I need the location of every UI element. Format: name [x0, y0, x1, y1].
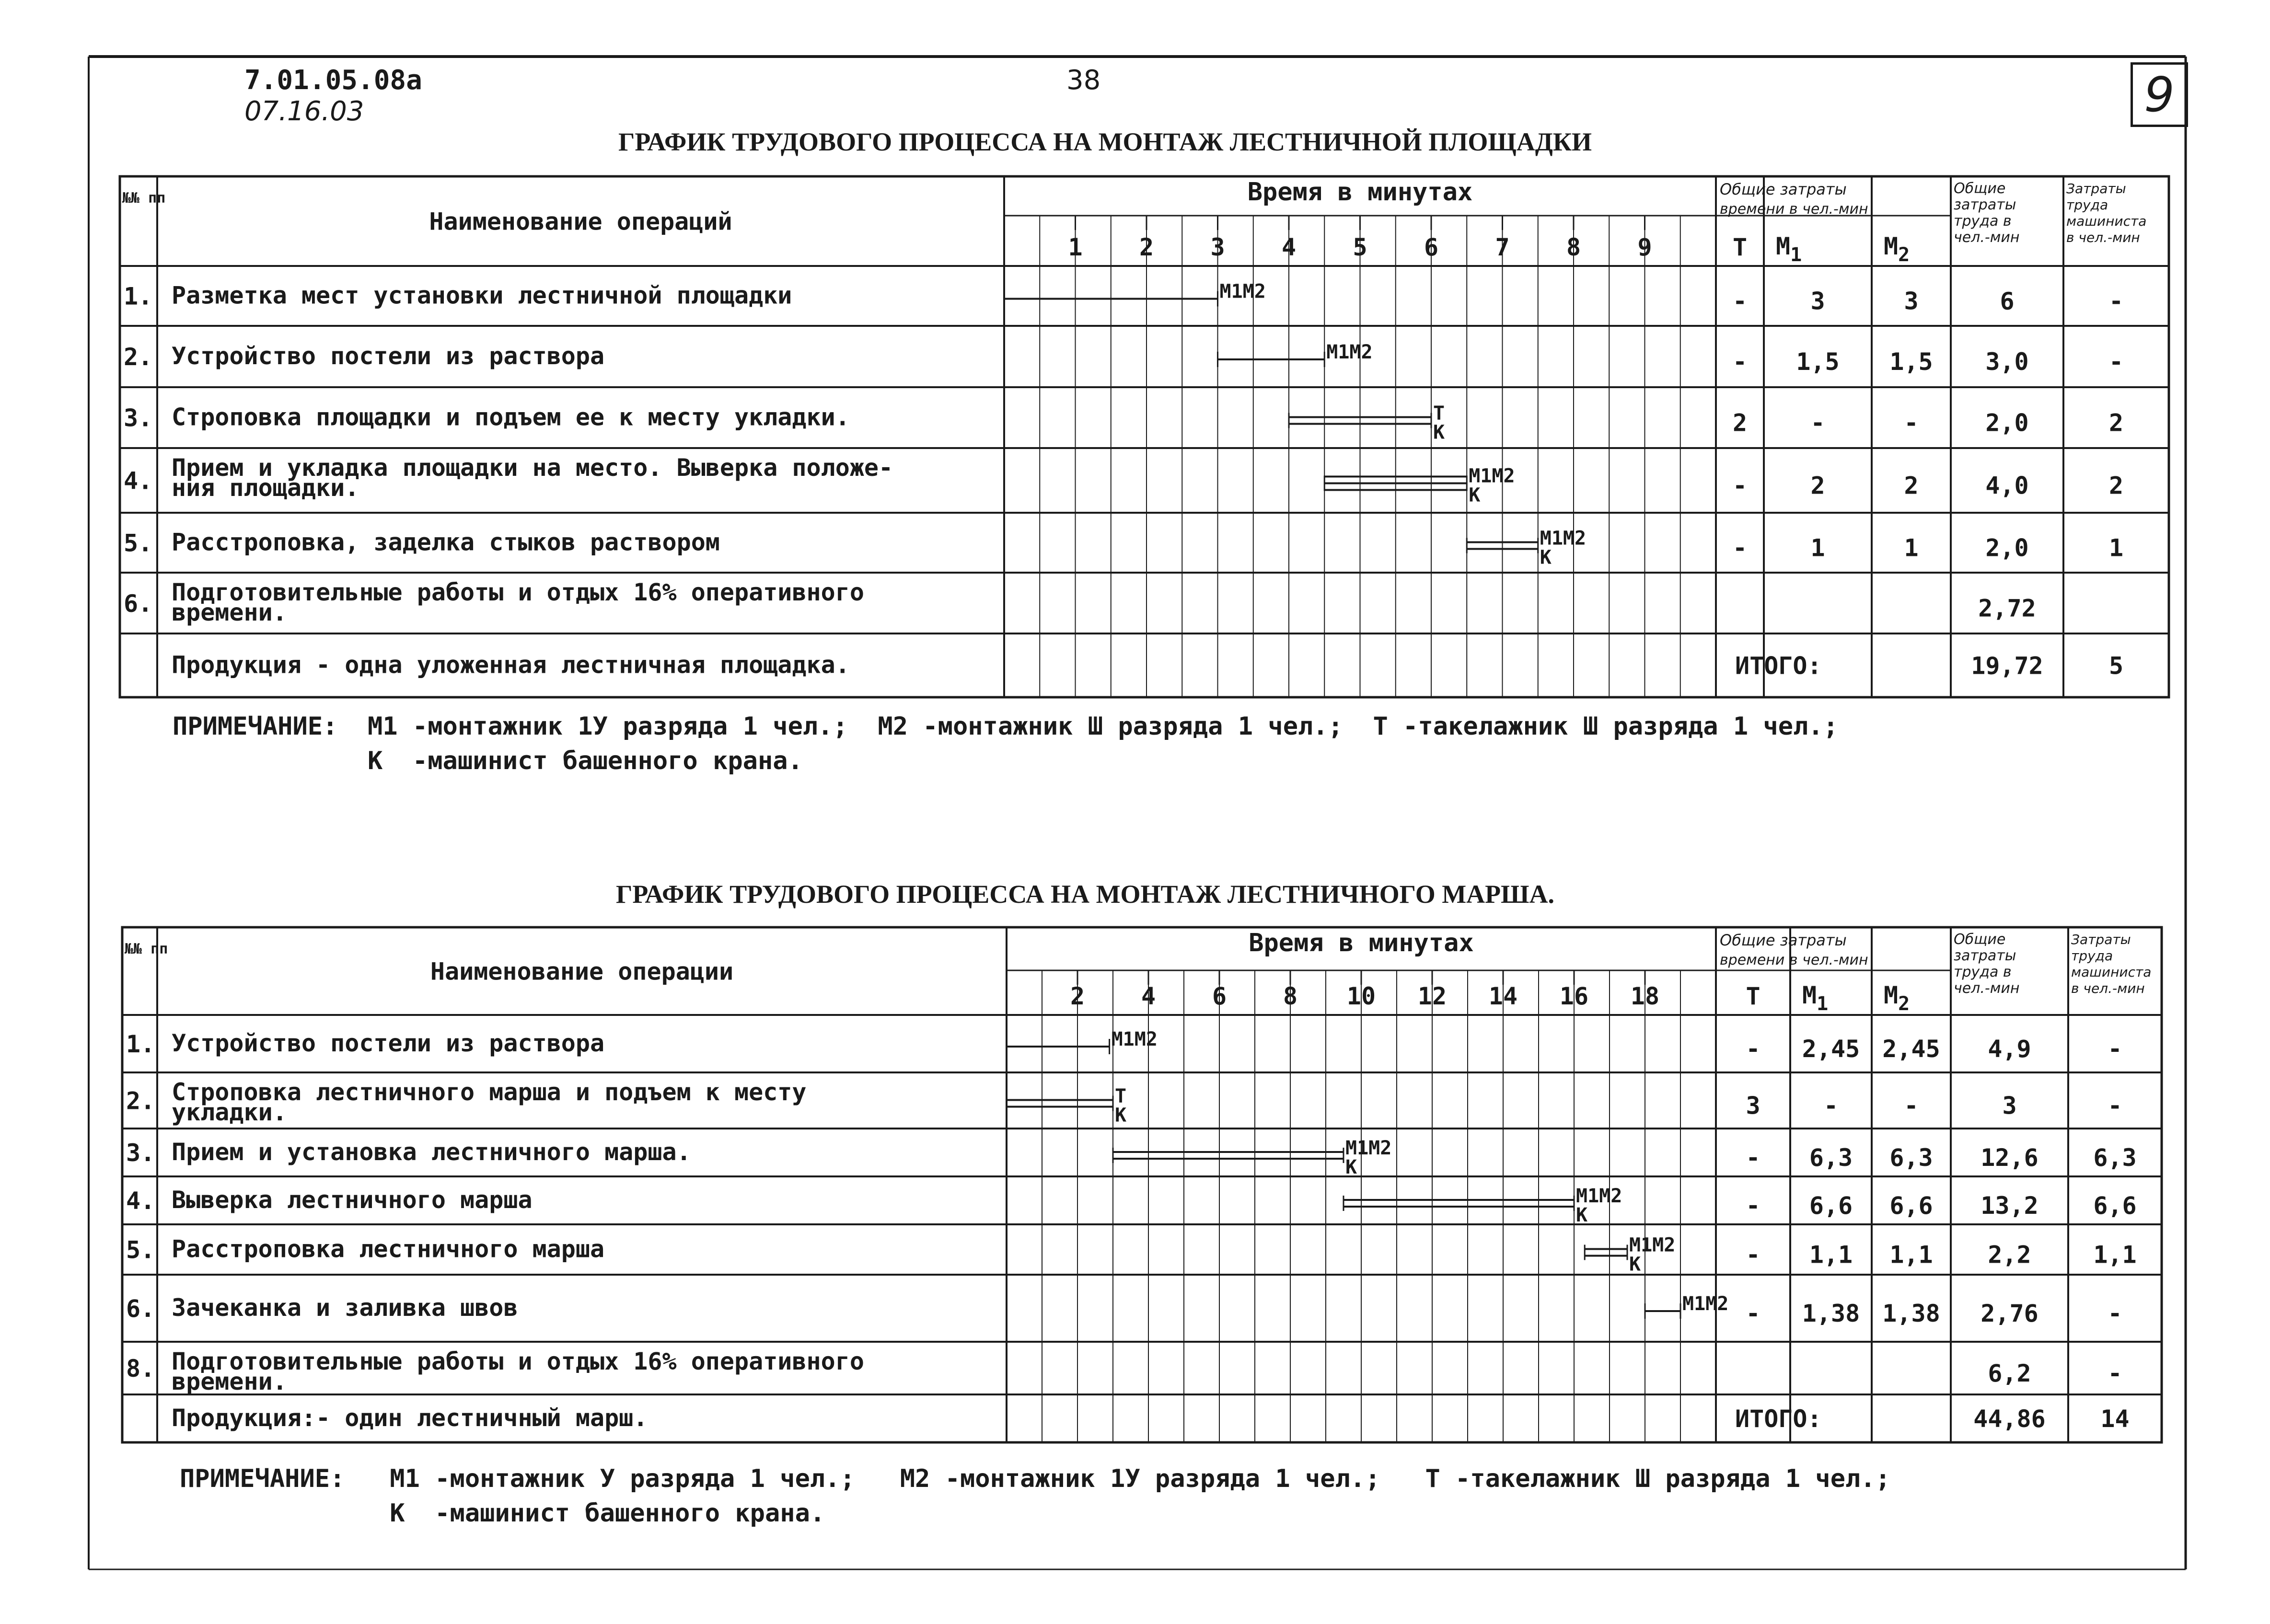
table1-row-num: 4.	[124, 467, 153, 495]
table2-labor-header-4: чел.-мин	[1954, 980, 2020, 997]
table2-labor-header-3: труда в	[1954, 964, 2012, 980]
table2-row-labor: 3	[2002, 1092, 2017, 1120]
table2-machine-header-1: Затраты	[2071, 932, 2131, 947]
document-code: 7.01.05.08а	[244, 65, 422, 96]
table1-row-labor: 6	[2000, 287, 2015, 315]
table1-note	[173, 709, 1838, 778]
table2-row-m2: 1,1	[1889, 1241, 1933, 1269]
handwritten-code: 07.16.03	[244, 96, 364, 127]
table2-row-name: Выверка лестничного марша	[172, 1186, 533, 1214]
table2-scale-label: 4	[1141, 982, 1156, 1010]
table1-m1-header: $М_1$	[1776, 232, 1802, 266]
table1-row-name: Строповка площадки и подъем ее к месту укладки.	[172, 403, 850, 431]
table2-gantt-label-second: К	[1115, 1104, 1127, 1127]
table1-row-labor: 2,0	[1985, 409, 2029, 437]
table1-time-cost-header-1: Общие затраты	[1720, 180, 1847, 198]
table1-labor-header-4: чел.-мин	[1954, 229, 2020, 246]
table1-scale-label: 7	[1495, 233, 1510, 261]
table2-gantt-label: М1М2	[1629, 1234, 1676, 1256]
table2-note	[180, 1462, 1890, 1531]
table1-gantt-label-second: К	[1433, 421, 1445, 444]
table1-row-num: 3.	[124, 404, 153, 432]
table2-gantt-label: М1М2	[1576, 1185, 1622, 1207]
table1-row-m2: 1,5	[1889, 348, 1933, 376]
table2-gantt-label-second: К	[1629, 1253, 1641, 1276]
table1-row-t: -	[1732, 534, 1748, 562]
table1-row-m1: 1,5	[1796, 348, 1840, 376]
table2-scale-label: 14	[1488, 982, 1518, 1010]
table2-gantt-label: М1М2	[1682, 1293, 1729, 1315]
table1-machine-header-2: труда	[2066, 197, 2108, 213]
table2-row-t: -	[1746, 1300, 1760, 1327]
table1-scale-label: 3	[1210, 233, 1225, 261]
table1-row-labor: 4,0	[1985, 472, 2029, 500]
table2-time-header: Время в минутах	[1249, 929, 1474, 957]
table1-gantt-label: Т	[1433, 402, 1445, 425]
table1-note-line-1: ПРИМЕЧАНИЕ: М1 -монтажник 1У разряда 1 чел.; М2 -монтажник Ш разряда 1 чел.; Т -такелажник Ш разряда 1 чел.;	[173, 712, 1839, 741]
table1-name-header: Наименование операций	[429, 207, 732, 236]
table1-row-name: Расстроповка, заделка стыков раствором	[172, 528, 720, 556]
table2-row-labor: 12,6	[1980, 1144, 2038, 1172]
table1-scale-label: 1	[1068, 233, 1083, 261]
table2-row-m1: 6,6	[1809, 1192, 1853, 1220]
table2-row-machine: -	[2108, 1035, 2122, 1063]
table2-scale-label: 10	[1346, 982, 1376, 1010]
table1-row-m1: 1	[1810, 534, 1825, 562]
table2-total-labor: 44,86	[1973, 1405, 2046, 1433]
table2-row-m2: 6,6	[1889, 1192, 1933, 1220]
table2-row-num: 2.	[126, 1087, 155, 1115]
table2-row-labor: 2,76	[1980, 1300, 2038, 1327]
table2-row-m1: 6,3	[1809, 1144, 1853, 1172]
table1-row-m2: 1	[1904, 534, 1919, 562]
table2-t-header: Т	[1746, 982, 1760, 1010]
table2-total-machine: 14	[2100, 1405, 2130, 1433]
table1-scale-label: 5	[1353, 233, 1367, 261]
table1-row-t: -	[1732, 348, 1748, 376]
table2-row-machine: -	[2108, 1092, 2122, 1120]
table2-gantt-label-second: К	[1345, 1156, 1357, 1178]
table2-name-header: Наименование операции	[430, 957, 734, 986]
table2-scale-label: 6	[1212, 982, 1227, 1010]
table1-row-m1: 2	[1810, 472, 1825, 500]
table1-row-m2: -	[1904, 409, 1919, 437]
table2-row-num: 3.	[126, 1139, 155, 1167]
table2-row-num: 1.	[126, 1030, 155, 1058]
table2-time-cost-header-1: Общие затраты	[1720, 931, 1847, 949]
table1-row-machine: 1	[2108, 534, 2124, 562]
table1-gantt-label: М1М2	[1469, 465, 1515, 487]
table2-scale-label: 18	[1630, 982, 1660, 1010]
table1-machine-header-1: Затраты	[2066, 181, 2126, 196]
table2-labor-header-2: затраты	[1954, 947, 2016, 964]
table1-row-t: -	[1732, 472, 1748, 500]
table2-row-t: -	[1746, 1035, 1760, 1063]
table1-row-t: 2	[1732, 409, 1748, 437]
table2-row-labor: 2,2	[1988, 1241, 2031, 1269]
table2-scale-label: 2	[1070, 982, 1085, 1010]
page-number: 38	[1066, 65, 1101, 96]
table2-row-machine: 6,3	[2093, 1144, 2137, 1172]
table1-row-m2: 2	[1904, 472, 1919, 500]
table1-total-label: ИТОГО:	[1735, 652, 1822, 680]
table1-row-name-line-1: Подготовительные работы и отдых 16% оперативного	[172, 578, 864, 606]
table2-gantt-label-second: К	[1576, 1204, 1588, 1226]
table2-row-m2: 6,3	[1889, 1144, 1933, 1172]
table2-row-name: Расстроповка лестничного марша	[172, 1235, 605, 1263]
table2-row-m1: 1,1	[1809, 1241, 1853, 1269]
table2-total-label: ИТОГО:	[1735, 1405, 1822, 1433]
table1-scale-label: 8	[1566, 233, 1581, 261]
table1-num-header: №№ пп	[122, 190, 166, 207]
table2-row-num: 6.	[126, 1295, 155, 1323]
table2-row-m2: 2,45	[1882, 1035, 1940, 1063]
table1-gantt-label-second: К	[1540, 546, 1552, 569]
table1-row-labor: 2,0	[1985, 534, 2029, 562]
table2-m2-header: $М_2$	[1884, 981, 1910, 1015]
table2-row-num: 8.	[126, 1355, 155, 1382]
table2-scale-label: 12	[1417, 982, 1447, 1010]
table2-row-labor: 4,9	[1988, 1035, 2031, 1063]
table1-title: ГРАФИК ТРУДОВОГО ПРОЦЕССА НА МОНТАЖ ЛЕСТНИЧНОЙ ПЛОЩАДКИ	[618, 127, 1592, 156]
table2-row-machine: -	[2108, 1300, 2122, 1327]
table2-machine-header-2: труда	[2071, 948, 2113, 964]
table2-row-labor: 13,2	[1980, 1192, 2038, 1220]
table1-m2-header: $М_2$	[1884, 232, 1910, 266]
table1-row-num: 6.	[124, 589, 153, 618]
table1-time-header: Время в минутах	[1247, 178, 1473, 207]
table1-row-machine: 2	[2108, 472, 2124, 500]
table1-row-name: Устройство постели из раствора	[172, 342, 605, 370]
table2-row-m2: 1,38	[1882, 1300, 1940, 1327]
table1-labor-header-1: Общие	[1954, 180, 2006, 197]
table2-row-t: -	[1746, 1144, 1760, 1172]
table2-row-name-line-2: укладки.	[172, 1098, 287, 1126]
table1-row-num: 5.	[124, 529, 153, 557]
table2-row-machine: 6,6	[2093, 1192, 2137, 1220]
table1-labor-header-3: труда в	[1954, 213, 2012, 230]
table2-row-t: -	[1746, 1192, 1760, 1220]
table2-machine-header-4: в чел.-мин	[2071, 980, 2145, 996]
table1-note-line-2: К -машинист башенного крана.	[173, 747, 803, 775]
table2-scale-label: 8	[1283, 982, 1298, 1010]
table2-machine-header-3: машиниста	[2071, 964, 2152, 980]
table2-time-cost-header-2: времени в чел.-мин	[1720, 952, 1868, 968]
table2-row-t: -	[1746, 1241, 1760, 1269]
table2-row-name-line-2: времени.	[172, 1368, 287, 1395]
table1-total-labor: 19,72	[1971, 652, 2043, 680]
table1-scale-label: 6	[1424, 233, 1439, 261]
table2-row-name: Зачеканка и заливка швов	[172, 1294, 518, 1322]
table2-note-line-2: К -машинист башенного крана.	[180, 1499, 825, 1528]
table1-labor-header-2: затраты	[1954, 196, 2016, 213]
table2-row-name: Прием и установка лестничного марша.	[172, 1138, 691, 1166]
table1-total-name: Продукция - одна уложенная лестничная площадка.	[172, 651, 850, 679]
table2-row-m1: -	[1823, 1092, 1839, 1120]
table2-row-machine: 1,1	[2093, 1241, 2137, 1269]
table1-machine-header-4: в чел.-мин	[2066, 230, 2140, 245]
table2-gantt-label: М1М2	[1111, 1028, 1158, 1050]
table1-total-machine: 5	[2108, 652, 2124, 680]
table2-title: ГРАФИК ТРУДОВОГО ПРОЦЕССА НА МОНТАЖ ЛЕСТНИЧНОГО МАРША.	[616, 880, 1554, 909]
table1-row-name-line-1: Прием и укладка площадки на место. Выверка положе-	[172, 454, 893, 482]
table2-labor-header-1: Общие	[1954, 931, 2006, 948]
table1-machine-header-3: машиниста	[2066, 213, 2147, 229]
table1-t-header: Т	[1732, 233, 1748, 261]
table1-gantt-label: М1М2	[1326, 341, 1373, 363]
sheet-number-box: 9	[2131, 62, 2188, 127]
table1-row-num: 1.	[124, 282, 153, 311]
table2-note-line-1: ПРИМЕЧАНИЕ: М1 -монтажник У разряда 1 чел.; М2 -монтажник 1У разряда 1 чел.; Т -такелажник Ш разряда 1 чел.;	[180, 1464, 1890, 1493]
table2-m1-header: $М_1$	[1802, 981, 1829, 1015]
table1-row-name: Разметка мест установки лестничной площадки	[172, 281, 792, 310]
table1-gantt-label-second: К	[1469, 484, 1481, 507]
table2-row-m1: 1,38	[1802, 1300, 1860, 1327]
table1-time-cost-header-2: времени в чел.-мин	[1720, 201, 1868, 218]
table2-row-name: Устройство постели из раствора	[172, 1029, 605, 1057]
table1-row-machine: -	[2108, 287, 2124, 315]
table1-row-labor: 2,72	[1978, 594, 2036, 622]
table2-num-header: №№ пп	[125, 941, 168, 957]
table1-row-name-line-2: времени.	[172, 599, 287, 626]
table1-row-m1: -	[1810, 409, 1825, 437]
table2-row-machine: -	[2108, 1359, 2122, 1387]
table1-row-labor: 3,0	[1985, 348, 2029, 376]
table1-scale-label: 2	[1139, 233, 1154, 261]
table1-row-t: -	[1732, 287, 1748, 315]
table1-gantt-label: М1М2	[1540, 527, 1587, 550]
table1-row-machine: 2	[2108, 409, 2124, 437]
table1-scale-label: 9	[1637, 233, 1652, 261]
table1-row-num: 2.	[124, 343, 153, 371]
table2-scale-label: 16	[1559, 982, 1589, 1010]
table1-row-m1: 3	[1810, 287, 1825, 315]
table2-row-m2: -	[1904, 1092, 1919, 1120]
table2-row-labor: 6,2	[1988, 1359, 2031, 1387]
table1-row-m2: 3	[1904, 287, 1919, 315]
table1-row-machine: -	[2108, 348, 2124, 376]
table2-row-t: 3	[1746, 1092, 1760, 1120]
table2-row-num: 4.	[126, 1187, 155, 1215]
table2-total-name: Продукция:- один лестничный марш.	[172, 1404, 648, 1432]
table1-scale-label: 4	[1281, 233, 1297, 261]
table2-row-num: 5.	[126, 1236, 155, 1264]
table2-row-name-line-1: Строповка лестничного марша и подъем к месту	[172, 1078, 807, 1106]
table2-row-name-line-1: Подготовительные работы и отдых 16% оперативного	[172, 1348, 864, 1375]
table2-row-m1: 2,45	[1802, 1035, 1860, 1063]
table1-gantt-label: М1М2	[1219, 280, 1266, 303]
table1-row-name-line-2: ния площадки.	[172, 474, 359, 502]
table2-gantt-label: М1М2	[1345, 1137, 1392, 1159]
table2-gantt-label: Т	[1115, 1085, 1127, 1107]
